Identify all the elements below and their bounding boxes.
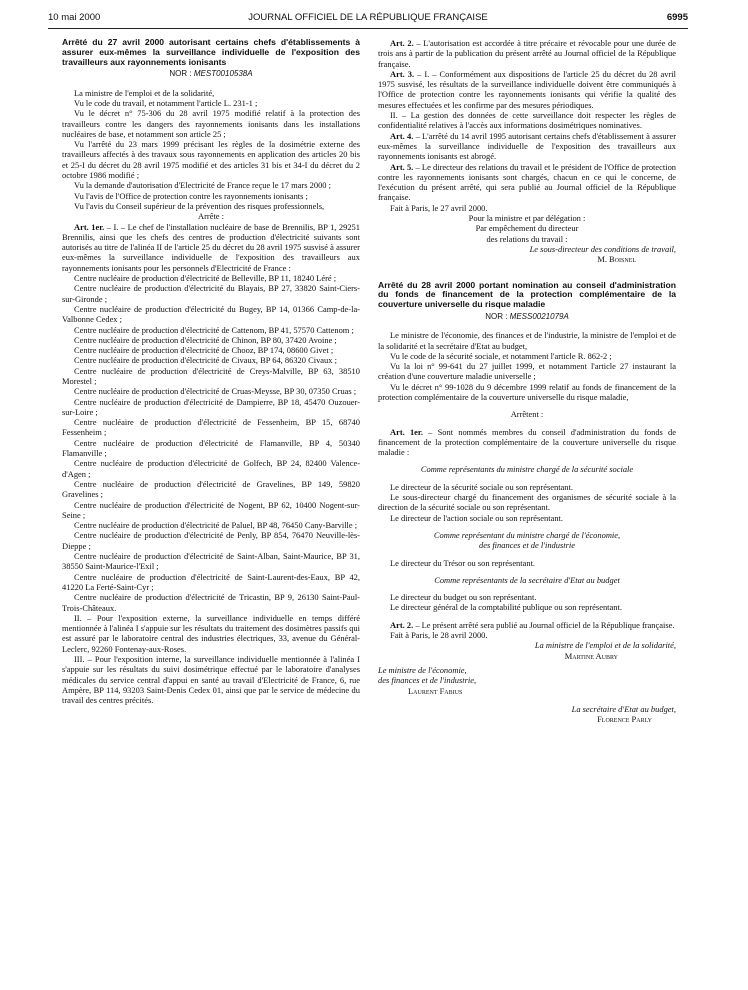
spacer [378, 568, 676, 575]
spacer [378, 523, 676, 530]
article-label: Art. 1er. [74, 221, 105, 232]
article-label: Art. 4. [390, 130, 414, 141]
centre-item: Centre nucléaire de production d'électricité de Cruas-Meysse, BP 30, 07350 Cruas ; [74, 386, 357, 397]
centre-item: Centre nucléaire de production d'électricité de Creys-Malville, BP 63, 38510 Morestel ; [62, 365, 360, 386]
centre-item: Centre nucléaire de production d'électricité de Belleville, BP 11, 18240 Léré ; [74, 273, 337, 284]
arretent-label: Arrêtent : [510, 409, 544, 420]
visa: Vu la demande d'autorisation d'Electricité de France reçue le 17 mars 2000 ; [74, 180, 331, 191]
article-text: – Le présent arrêté sera publié au Journal officiel de la République française. [415, 619, 675, 630]
visa: Vu le décret n° 99-1028 du 9 décembre 1999 relatif au fonds de financement de la protection complémentaire de la couverture universelle du risque maladie, [378, 381, 676, 402]
centre-item: Centre nucléaire de production d'électricité de Fessenheim, BP 15, 68740 Fessenheim ; [62, 417, 360, 438]
article-2 [378, 620, 676, 630]
article-1-part-II: II. – Pour l'exposition externe, la surveillance individuelle en temps différé mentionnée à l'alinéa I s'appuie sur les résultats du traitement des dosimètres passifs qui est assuré par le laboratoire central des industries électriques, 33, avenue du Général-Leclerc, 92260 Fontenay-aux-Roses. [62, 612, 360, 654]
centre-item: Centre nucléaire de production d'électricité du Blayais, BP 27, 33820 Saint-Ciers-sur-Gironde ; [62, 283, 360, 304]
centre-item: Centre nucléaire de production d'électricité de Tricastin, BP 9, 26130 Saint-Paul-Trois-Châteaux. [62, 592, 360, 613]
signatory-role: La ministre de l'emploi et de la solidarité, [534, 640, 676, 651]
page-number: 6995 [666, 12, 688, 23]
signatory-name: M. Boisnel [597, 254, 636, 265]
article-3-part-II: II. – La gestion des données de cette surveillance doit respecter les règles de confidentialité relatives à l'accès aux informations dosimétriques nominatives. [378, 110, 676, 131]
journal-title: JOURNAL OFFICIEL DE LA RÉPUBLIQUE FRANÇAISE [248, 12, 488, 23]
section-heading: Comme représentants de la secrétaire d'Etat au budget [434, 574, 620, 585]
signatory-role: La secrétaire d'Etat au budget, [571, 703, 676, 714]
spacer [378, 402, 676, 409]
article-1 [378, 427, 676, 458]
member-item: Le directeur du budget ou son représentant. [390, 592, 537, 603]
centre-item: Centre nucléaire de production d'électricité de Penly, BP 854, 76470 Neuville-lès-Dieppe ; [62, 530, 360, 551]
article-3 [378, 69, 676, 110]
visa: Vu le décret n° 75-306 du 28 avril 1975 modifié relatif à la protection des travailleurs contre les dangers des rayonnements ionisants dans les installations nucléaires de base, et notamment son article 25 ; [62, 108, 360, 139]
page-header [48, 12, 688, 26]
centre-item: Centre nucléaire de production d'électricité du Bugey, BP 14, 01366 Camp-de-la-Valbonne Cedex ; [62, 303, 360, 325]
section-heading: des finances et de l'industrie [478, 540, 575, 551]
signatory-role: des finances et de l'industrie, [378, 675, 477, 686]
article-text: – I. – Le chef de l'installation nucléaire de base de Brennilis, BP 1, 29251 Brennilis, ainsi que les chefs des centres de production d'électricité suivants sont autorisés au titre de l'alinéa II de l'article 25 du décret du 28 avril 1975 susvisé à assurer eux-mêmes la surveillance individuelle de l'exposition des travailleurs aux rayonnements ionisants pour les personnels d'Electricité de France : [62, 221, 360, 273]
spacer [378, 585, 676, 592]
visa: Vu l'avis du Conseil supérieur de la prévention des risques professionnels, [74, 200, 325, 211]
member-item: Le directeur de l'action sociale ou son représentant. [390, 512, 564, 523]
member-item: Le sous-directeur chargé du financement des organismes de sécurité sociale à la direction de la sécurité sociale ou son représentant. [378, 492, 676, 513]
signature-line: des relations du travail : [486, 233, 568, 244]
spacer [378, 457, 676, 464]
article-4 [378, 131, 676, 162]
centre-item: Centre nucléaire de production d'électricité de Saint-Laurent-des-Eaux, BP 42, 41220 La Ferté-Saint-Cyr ; [62, 571, 360, 592]
visa: Le ministre de l'économie, des finances et de l'industrie, la ministre de l'emploi et de la solidarité et la secrétaire d'Etat au budget, [378, 330, 676, 351]
decree2-nor [378, 312, 676, 322]
spacer [378, 420, 676, 427]
centre-item: Centre nucléaire de production d'électricité de Civaux, BP 64, 86320 Civaux ; [74, 355, 337, 366]
centre-item: Centre nucléaire de production d'électricité de Cattenom, BP 41, 57570 Cattenom ; [74, 324, 354, 335]
header-rule [48, 28, 688, 29]
section-heading: Comme représentant du ministre chargé de l'économie, [433, 529, 621, 540]
signatory-name: Martine Aubry [564, 650, 618, 661]
centre-item: Centre nucléaire de production d'électricité de Flamanville, BP 4, 50340 Flamanville ; [62, 437, 360, 459]
visa: La ministre de l'emploi et de la solidarité, [74, 87, 215, 98]
centre-item: Centre nucléaire de production d'électricité de Nogent, BP 62, 10400 Nogent-sur-Seine ; [62, 499, 360, 520]
nor-prefix: NOR : [169, 69, 192, 79]
decree2-title: Arrêté du 28 avril 2000 portant nomination au conseil d'administration du fonds de financement de la protection complémentaire de la couverture universelle du risque maladie [378, 279, 676, 310]
spacer [378, 613, 676, 620]
centre-item: Centre nucléaire de production d'électricité de Chooz, BP 174, 08600 Givet ; [74, 345, 334, 356]
fait-date: Fait à Paris, le 27 avril 2000. [390, 202, 488, 213]
left-column [62, 38, 360, 706]
member-item: Le directeur du Trésor ou son représentant. [390, 557, 536, 568]
member-item: Le directeur de la sécurité sociale ou son représentant. [390, 481, 573, 492]
decree1-nor [62, 69, 360, 79]
article-text: – L'arrêté du 14 avril 1995 autorisant certains chefs d'établissement à assurer eux-mêmes la surveillance individuelle de l'exposition des travailleurs aux rayonnements ionisants est abrogé. [378, 130, 677, 162]
issue-date: 10 mai 2000 [48, 12, 101, 23]
article-text: – I. – Conformément aux dispositions de l'article 25 du décret du 28 avril 1975 susvisé, les résultats de la surveillance individuelle doivent être communiqués à l'Office de protection contre les rayonnements ionisants qui vérifie la qualité des mesures effectuées et les confirme par des mesures périodiques. [378, 68, 676, 110]
centre-item: Centre nucléaire de production d'électricité de Saint-Alban, Saint-Maurice, BP 31, 38550 Saint-Maurice-l'Exil ; [62, 551, 360, 572]
centre-item: Centre nucléaire de production d'électricité de Gravelines, BP 149, 59820 Gravelines ; [62, 478, 360, 500]
signatory-role: Le ministre de l'économie, [378, 664, 467, 675]
spacer [378, 475, 676, 482]
visa: Vu l'arrêté du 23 mars 1999 précisant les règles de la dosimétrie externe des travailleurs affectés à des travaux sous rayonnements en application des articles 20 bis et 25-I du décret du 28 avril 1975 modifié et des articles 31 bis et 34-I du décret du 2 octobre 1986 modifié ; [62, 139, 360, 181]
nor-prefix: NOR : [485, 311, 508, 321]
visa: Vu l'avis de l'Office de protection contre les rayonnements ionisants ; [74, 190, 308, 201]
centre-item: Centre nucléaire de production d'électricité de Paluel, BP 48, 76450 Cany-Barville ; [74, 520, 358, 531]
decree1-title: Arrêté du 27 avril 2000 autorisant certains chefs d'établissements à assurer eux-mêmes la surveillance individuelle de l'exposition des travailleurs aux rayonnements ionisants [62, 37, 360, 67]
signatory-name: Florence Parly [597, 714, 652, 725]
nor-value: MESS0021079A [509, 311, 569, 321]
section-heading: Comme représentants du ministre chargé de la sécurité sociale [420, 464, 634, 475]
article-1 [62, 222, 360, 273]
nor-value: MEST0010538A [193, 69, 253, 79]
visa: Vu le code du travail, et notamment l'article L. 231-1 ; [74, 97, 258, 108]
article-text: – Le directeur des relations du travail et le président de l'Office de protection contre les rayonnements ionisants sont chargés, chacun en ce qui le concerne, de l'exécution du présent arrêté, qui sera publié au Journal officiel de la République française. [378, 161, 677, 203]
arrete-label: Arrête : [197, 211, 224, 222]
signatory-name: Laurent Fabius [408, 685, 463, 696]
visa: Vu la loi n° 99-641 du 27 juillet 1999, et notamment l'article 27 instaurant la création d'une couverture maladie universelle ; [378, 361, 676, 382]
centre-item: Centre nucléaire de production d'électricité de Chinon, BP 80, 37420 Avoine ; [74, 334, 337, 345]
spacer [378, 265, 676, 281]
visa: Vu le code de la sécurité sociale, et notamment l'article R. 862-2 ; [390, 350, 612, 361]
article-label: Art. 2. [390, 38, 414, 48]
signature-line: Pour la ministre et par délégation : [468, 213, 586, 224]
article-5 [378, 162, 676, 203]
signatory-role: Le sous-directeur des conditions de travail, [529, 243, 676, 254]
member-item: Le directeur général de la comptabilité publique ou son représentant. [390, 602, 622, 613]
article-1-part-III: III. – Pour l'exposition interne, la surveillance individuelle mentionnée à l'alinéa I s'appuie sur les résultats du suivi dosimétrique effectué par le laboratoire d'analyses médicales du service central d'appui en santé au travail d'Electricité de France, 6, rue Ampère, BP 114, 93203 Saint-Denis Cedex 01, ainsi que par le service de médecine du travail des centres précités. [62, 654, 360, 706]
centre-item: Centre nucléaire de production d'électricité de Golfech, BP 24, 82400 Valence-d'Agen ; [62, 458, 360, 479]
article-label: Art. 2. [390, 619, 414, 630]
article-label: Art. 1er. [390, 426, 423, 437]
article-label: Art. 3. [390, 68, 415, 79]
right-column [378, 38, 676, 724]
article-label: Art. 5. [390, 161, 414, 172]
article-text: – Sont nommés membres du conseil d'administration du fonds de financement de la protection complémentaire de la couverture universelle du risque maladie : [378, 426, 676, 458]
article-text: – L'autorisation est accordée à titre précaire et révocable pour une durée de trois ans à partir de la publication du présent arrêté au Journal officiel de la République française. [378, 38, 677, 69]
article-2 [378, 38, 676, 69]
centre-item: Centre nucléaire de production d'électricité de Dampierre, BP 18, 45470 Ouzouer-sur-Loire ; [62, 396, 360, 417]
signature-line: Par empêchement du directeur [475, 223, 579, 234]
spacer [378, 551, 676, 558]
fait-date: Fait à Paris, le 28 avril 2000. [390, 630, 488, 641]
